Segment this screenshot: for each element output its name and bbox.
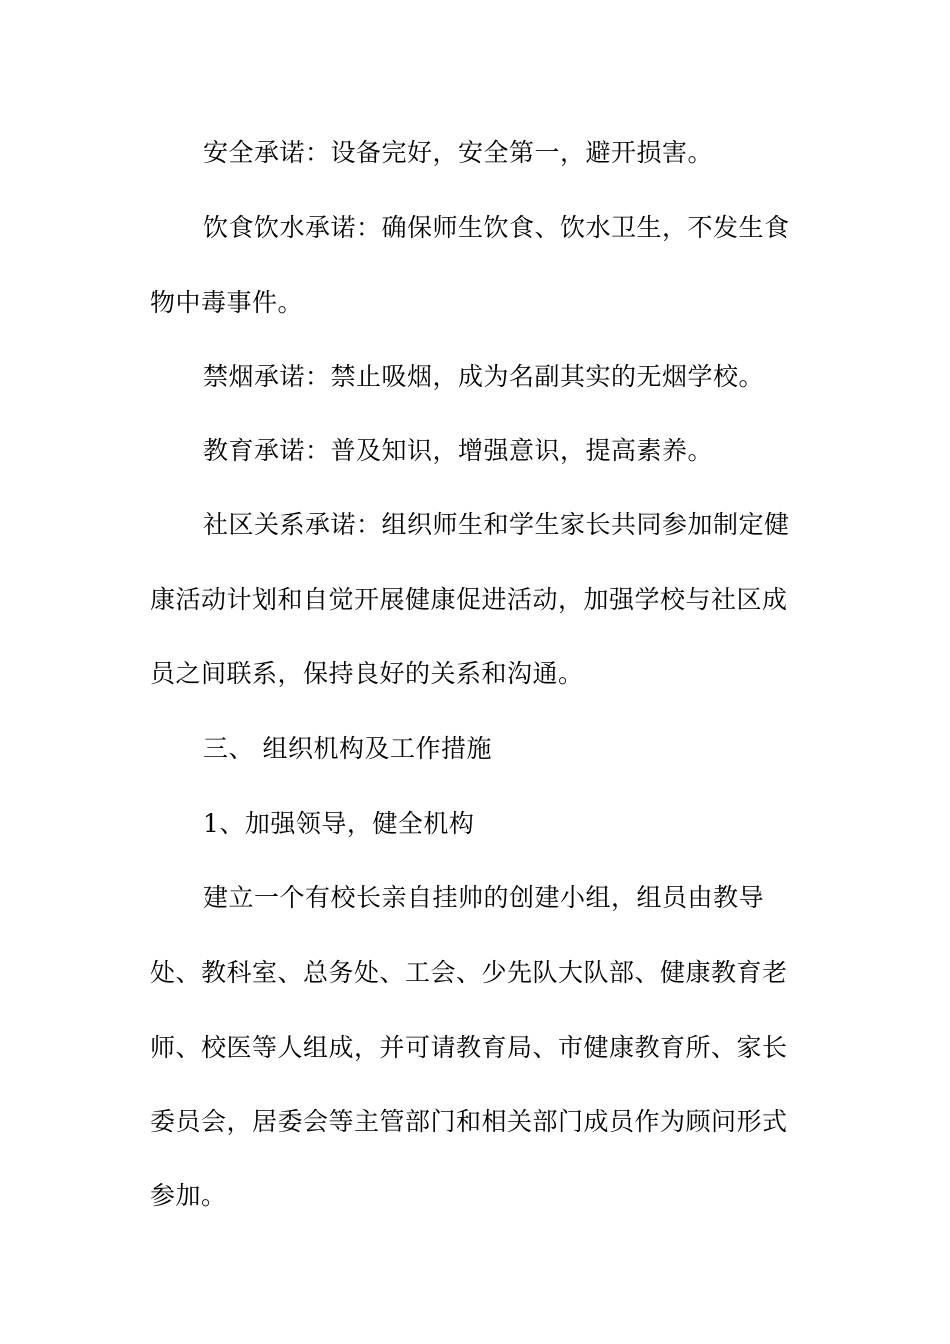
organization-paragraph-line-5: 参加。 — [150, 1181, 227, 1210]
organization-paragraph-line-4: 委员会，居委会等主管部门和相关部门成员作为顾问形式 — [150, 1107, 788, 1136]
food-water-commitment-continuation: 物中毒事件。 — [150, 288, 304, 317]
organization-paragraph-line-2: 处、教科室、总务处、工会、少先队大队部、健康教育老 — [150, 958, 788, 987]
organization-paragraph-line-1: 建立一个有校长亲自挂帅的创建小组，组员由教导 — [203, 883, 765, 912]
education-commitment-line: 教育承诺：普及知识，增强意识，提高素养。 — [203, 436, 714, 465]
community-commitment-line: 社区关系承诺：组织师生和学生家长共同参加制定健 — [203, 510, 790, 539]
subsection-heading: 1、加强领导，健全机构 — [203, 809, 475, 838]
community-commitment-continuation-2: 员之间联系，保持良好的关系和沟通。 — [150, 659, 584, 688]
no-smoking-commitment-line: 禁烟承诺：禁止吸烟，成为名副其实的无烟学校。 — [203, 362, 765, 391]
section-heading: 三、 组织机构及工作措施 — [203, 734, 492, 763]
organization-paragraph-line-3: 师、校医等人组成，并可请教育局、市健康教育所、家长 — [150, 1033, 788, 1062]
food-water-commitment-line: 饮食饮水承诺：确保师生饮食、饮水卫生，不发生食 — [203, 213, 790, 242]
community-commitment-continuation-1: 康活动计划和自觉开展健康促进活动，加强学校与社区成 — [150, 585, 788, 614]
safety-commitment-line: 安全承诺：设备完好，安全第一，避开损害。 — [203, 138, 714, 167]
